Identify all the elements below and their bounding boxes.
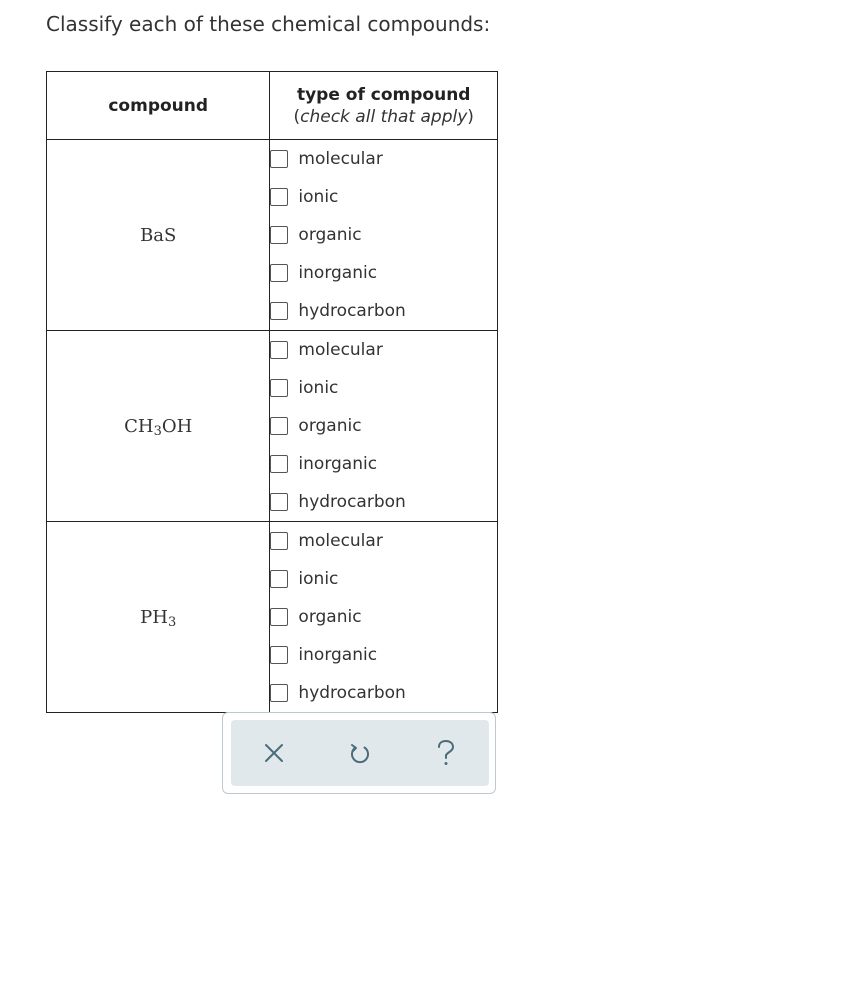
help-icon	[435, 739, 457, 767]
classification-table	[46, 71, 498, 713]
option-organic[interactable]	[270, 216, 497, 254]
option-label: molecular	[298, 340, 383, 360]
checkbox[interactable]	[270, 226, 288, 244]
checkbox[interactable]	[270, 150, 288, 168]
option-inorganic[interactable]	[270, 254, 497, 292]
table-row	[47, 140, 498, 331]
compound-formula: BaS	[47, 140, 270, 331]
checkbox[interactable]	[270, 379, 288, 397]
option-inorganic[interactable]	[270, 636, 497, 674]
table-header-row	[47, 72, 498, 140]
table-row	[47, 331, 498, 522]
checkbox[interactable]	[270, 532, 288, 550]
checkbox[interactable]	[270, 646, 288, 664]
option-label: inorganic	[298, 263, 378, 283]
help-button[interactable]	[430, 737, 462, 769]
table-row	[47, 522, 498, 713]
option-molecular[interactable]	[270, 522, 497, 560]
checkbox[interactable]	[270, 341, 288, 359]
option-label: ionic	[298, 569, 339, 589]
option-hydrocarbon[interactable]	[270, 483, 497, 521]
toolbar-panel	[231, 720, 489, 786]
option-label: molecular	[298, 531, 383, 551]
header-type-of-compound	[270, 72, 498, 140]
option-label: organic	[298, 607, 362, 627]
option-label: hydrocarbon	[298, 683, 406, 703]
option-ionic[interactable]	[270, 178, 497, 216]
option-label: inorganic	[298, 645, 378, 665]
undo-icon	[348, 741, 372, 765]
checkbox[interactable]	[270, 684, 288, 702]
option-label: inorganic	[298, 454, 378, 474]
option-label: ionic	[298, 187, 339, 207]
option-ionic[interactable]	[270, 369, 497, 407]
header-type-title: type of compound	[296, 84, 471, 105]
compound-type-options	[270, 331, 498, 522]
clear-button[interactable]	[258, 737, 290, 769]
compound-type-options	[270, 140, 498, 331]
option-label: ionic	[298, 378, 339, 398]
checkbox[interactable]	[270, 264, 288, 282]
compound-formula: $PH_3$	[47, 522, 270, 713]
compound-type-options	[270, 522, 498, 713]
compound-formula: $CH_3OH$	[47, 331, 270, 522]
option-organic[interactable]	[270, 598, 497, 636]
checkbox[interactable]	[270, 608, 288, 626]
checkbox[interactable]	[270, 493, 288, 511]
option-hydrocarbon[interactable]	[270, 674, 497, 712]
checkbox[interactable]	[270, 188, 288, 206]
question-prompt: Classify each of these chemical compounds:	[46, 12, 491, 36]
undo-button[interactable]	[344, 737, 376, 769]
option-label: organic	[298, 416, 362, 436]
option-label: hydrocarbon	[298, 492, 406, 512]
header-type-note: (check all that apply)	[293, 106, 474, 127]
option-ionic[interactable]	[270, 560, 497, 598]
option-molecular[interactable]	[270, 331, 497, 369]
option-label: molecular	[298, 149, 383, 169]
checkbox[interactable]	[270, 570, 288, 588]
option-hydrocarbon[interactable]	[270, 292, 497, 330]
close-icon	[263, 742, 285, 764]
checkbox[interactable]	[270, 417, 288, 435]
checkbox[interactable]	[270, 302, 288, 320]
option-label: organic	[298, 225, 362, 245]
header-compound: compound	[47, 72, 270, 140]
option-molecular[interactable]	[270, 140, 497, 178]
option-organic[interactable]	[270, 407, 497, 445]
option-label: hydrocarbon	[298, 301, 406, 321]
option-inorganic[interactable]	[270, 445, 497, 483]
checkbox[interactable]	[270, 455, 288, 473]
answer-toolbar	[222, 712, 496, 794]
